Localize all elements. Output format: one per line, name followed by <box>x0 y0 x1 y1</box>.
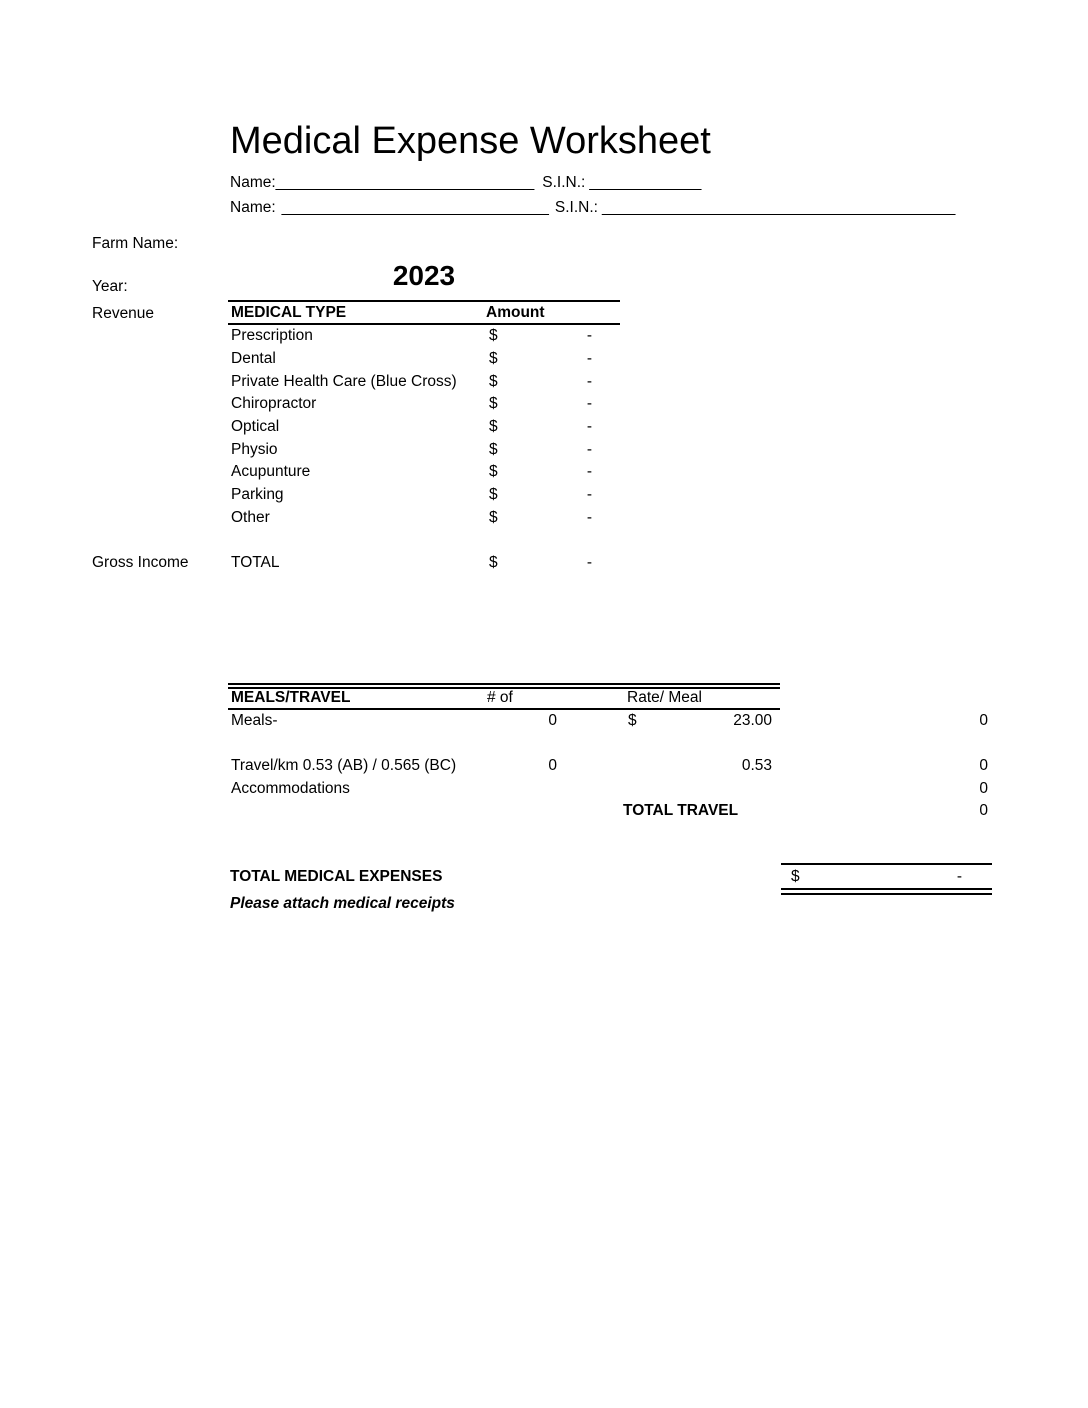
grand-total-top-rule <box>781 863 992 865</box>
travel-table-header-section: MEALS/TRAVEL <box>231 689 351 706</box>
year-label: Year: <box>92 278 128 295</box>
medical-row-amount[interactable]: - <box>586 486 592 503</box>
medical-row-type: Acupunture <box>231 463 311 480</box>
travel-total-label: TOTAL TRAVEL <box>623 802 739 819</box>
year-value[interactable]: 2023 <box>392 260 456 291</box>
receipts-note: Please attach medical receipts <box>230 895 455 912</box>
grand-total-label: TOTAL MEDICAL EXPENSES <box>230 868 443 885</box>
medical-row-amount[interactable]: - <box>586 350 592 367</box>
medical-row-currency: $ <box>489 327 498 344</box>
medical-table-top-rule <box>228 300 620 302</box>
medical-row-type: Parking <box>231 486 284 503</box>
medical-row-currency: $ <box>489 350 498 367</box>
medical-row-amount[interactable]: - <box>586 418 592 435</box>
medical-table-header-amount: Amount <box>486 304 545 321</box>
medical-row-type: Private Health Care (Blue Cross) <box>231 373 457 390</box>
travel-row-amount: 0 <box>979 757 988 774</box>
travel-row-label: Meals- <box>231 712 278 729</box>
travel-row-count[interactable]: 0 <box>548 712 557 729</box>
gross-income-label: Gross Income <box>92 554 189 571</box>
grand-total-bottom-rule-2 <box>781 893 992 895</box>
name-blank-2[interactable]: _______________________________ <box>281 199 549 216</box>
medical-row-type: Optical <box>231 418 280 435</box>
medical-row-type: Chiropractor <box>231 395 317 412</box>
medical-row-type: Other <box>231 509 270 526</box>
medical-table-header-rule <box>228 323 620 325</box>
medical-row-amount[interactable]: - <box>586 395 592 412</box>
medical-row-amount[interactable]: - <box>586 327 592 344</box>
medical-row-type: Prescription <box>231 327 313 344</box>
farm-name-label: Farm Name: <box>92 235 179 252</box>
travel-table-header-rule <box>228 708 780 710</box>
name-sin-line-2 <box>230 200 955 216</box>
medical-row-currency: $ <box>489 418 498 435</box>
travel-row-label: Travel/km 0.53 (AB) / 0.565 (BC) <box>231 757 457 774</box>
name-label-1: Name: <box>230 174 276 191</box>
medical-row-currency: $ <box>489 486 498 503</box>
medical-total-label: TOTAL <box>231 554 280 571</box>
name-blank-1[interactable]: ______________________________ <box>275 174 535 191</box>
grand-total-amount: - <box>956 868 962 885</box>
travel-row-rate[interactable]: 23.00 <box>733 712 772 729</box>
grand-total-currency: $ <box>791 868 800 885</box>
medical-row-amount[interactable]: - <box>586 373 592 390</box>
medical-row-type: Physio <box>231 441 278 458</box>
page-title: Medical Expense Worksheet <box>230 120 711 162</box>
sin-blank-2[interactable]: _________________________________________ <box>601 199 956 216</box>
medical-row-amount[interactable]: - <box>586 509 592 526</box>
medical-row-currency: $ <box>489 509 498 526</box>
medical-total-currency: $ <box>489 554 498 571</box>
sin-label-1: S.I.N.: <box>542 174 586 191</box>
travel-row-rate[interactable]: 0.53 <box>741 757 772 774</box>
medical-row-currency: $ <box>489 395 498 412</box>
travel-table-top-rule-1 <box>228 683 780 685</box>
travel-row-amount: 0 <box>979 712 988 729</box>
medical-row-type: Dental <box>231 350 276 367</box>
travel-table-header-count: # of <box>487 689 513 706</box>
medical-total-amount: - <box>586 554 592 571</box>
travel-row-currency: $ <box>628 712 637 729</box>
medical-table-header-type: MEDICAL TYPE <box>231 304 347 321</box>
medical-row-currency: $ <box>489 373 498 390</box>
travel-row-count[interactable]: 0 <box>548 757 557 774</box>
name-sin-line-1 <box>230 175 701 191</box>
sin-blank-1[interactable]: _____________ <box>589 174 702 191</box>
name-label-2: Name: <box>230 199 276 216</box>
travel-row-amount[interactable]: 0 <box>979 780 988 797</box>
sin-label-2: S.I.N.: <box>554 199 598 216</box>
grand-total-bottom-rule-1 <box>781 888 992 890</box>
travel-total-amount: 0 <box>979 802 988 819</box>
travel-table-header-rate: Rate/ Meal <box>627 689 702 706</box>
medical-row-currency: $ <box>489 463 498 480</box>
revenue-label: Revenue <box>92 305 155 322</box>
travel-row-label: Accommodations <box>231 780 350 797</box>
medical-row-currency: $ <box>489 441 498 458</box>
medical-row-amount[interactable]: - <box>586 463 592 480</box>
medical-row-amount[interactable]: - <box>586 441 592 458</box>
